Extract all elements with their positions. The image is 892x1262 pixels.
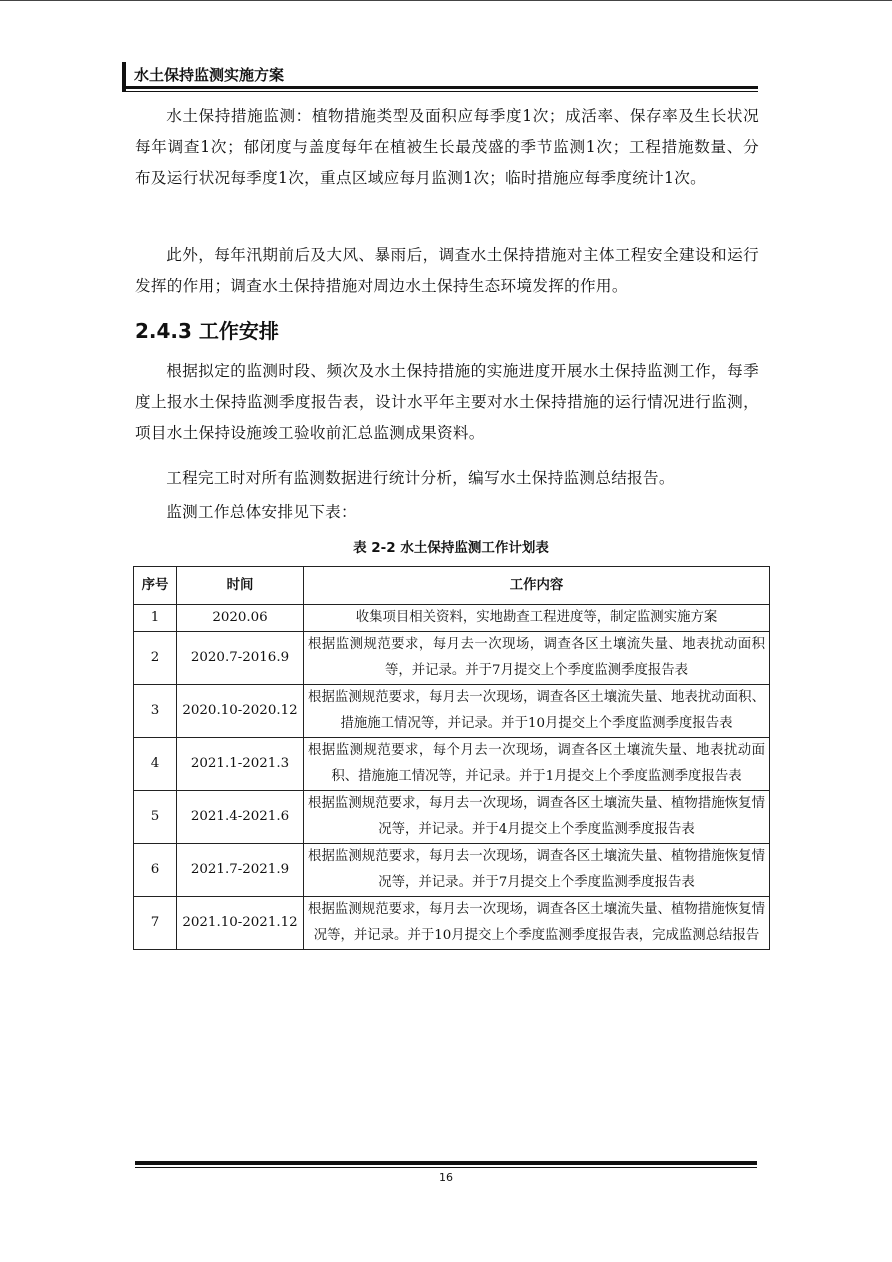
paragraph-text: 根据拟定的监测时段、频次及水土保持措施的实施进度开展水土保持监测工作，每季度上报水土保持监测季度报告表，设计水平年主要对水土保持措施的运行情况进行监测，项目水土保持设施竣工验收前汇总监测成果资料。 bbox=[135, 362, 759, 442]
paragraph-text: 监测工作总体安排见下表： bbox=[166, 503, 357, 521]
paragraph-work-arrangement bbox=[135, 356, 759, 449]
paragraph-final-report bbox=[135, 463, 759, 494]
paragraph-flood-season bbox=[135, 240, 759, 302]
cell-time: 2021.4-2021.6 bbox=[177, 791, 304, 844]
table-row bbox=[134, 738, 770, 791]
paragraph-measure-monitoring bbox=[135, 101, 759, 194]
footer-rule-thick bbox=[135, 1161, 757, 1165]
header-no: 序号 bbox=[134, 567, 177, 605]
table-row bbox=[134, 791, 770, 844]
cell-time: 2020.10-2020.12 bbox=[177, 685, 304, 738]
table-row bbox=[134, 605, 770, 632]
cell-work: 根据监测规范要求，每月去一次现场，调查各区土壤流失量、地表扰动面积等，并记录。并于7月提交上个季度监测季度报告表 bbox=[304, 632, 770, 685]
table-row bbox=[134, 632, 770, 685]
cell-time: 2021.7-2021.9 bbox=[177, 844, 304, 897]
cell-no: 3 bbox=[134, 685, 177, 738]
table-caption: 表 2-2 水土保持监测工作计划表 bbox=[353, 540, 549, 556]
table-header-row bbox=[134, 567, 770, 605]
cell-time: 2021.10-2021.12 bbox=[177, 897, 304, 950]
page-number: 16 bbox=[439, 1171, 453, 1184]
table-row bbox=[134, 897, 770, 950]
header-time: 时间 bbox=[177, 567, 304, 605]
cell-no: 1 bbox=[134, 605, 177, 632]
cell-time: 2020.7-2016.9 bbox=[177, 632, 304, 685]
header-rule-thick bbox=[122, 86, 758, 89]
cell-time: 2020.06 bbox=[177, 605, 304, 632]
cell-work: 根据监测规范要求，每月去一次现场，调查各区土壤流失量、植物措施恢复情况等，并记录。并于4月提交上个季度监测季度报告表 bbox=[304, 791, 770, 844]
header-title: 水土保持监测实施方案 bbox=[134, 66, 285, 84]
cell-time: 2021.1-2021.3 bbox=[177, 738, 304, 791]
cell-no: 2 bbox=[134, 632, 177, 685]
cell-work: 根据监测规范要求，每月去一次现场，调查各区土壤流失量、地表扰动面积、措施施工情况等，并记录。并于10月提交上个季度监测季度报告表 bbox=[304, 685, 770, 738]
header-work: 工作内容 bbox=[304, 567, 770, 605]
table-row bbox=[134, 685, 770, 738]
paragraph-text: 此外，每年汛期前后及大风、暴雨后，调查水土保持措施对主体工程安全建设和运行发挥的作用；调查水土保持措施对周边水土保持生态环境发挥的作用。 bbox=[135, 246, 759, 295]
footer-rule-thin bbox=[135, 1167, 757, 1168]
cell-no: 5 bbox=[134, 791, 177, 844]
table-row bbox=[134, 844, 770, 897]
cell-no: 4 bbox=[134, 738, 177, 791]
section-heading: 2.4.3 工作安排 bbox=[135, 319, 279, 343]
cell-no: 6 bbox=[134, 844, 177, 897]
cell-work: 根据监测规范要求，每个月去一次现场，调查各区土壤流失量、地表扰动面积、措施施工情况等，并记录。并于1月提交上个季度监测季度报告表 bbox=[304, 738, 770, 791]
cell-work: 根据监测规范要求，每月去一次现场，调查各区土壤流失量、植物措施恢复情况等，并记录。并于10月提交上个季度监测季度报告表，完成监测总结报告 bbox=[304, 897, 770, 950]
page-top-edge bbox=[0, 0, 892, 1]
cell-work: 收集项目相关资料，实地勘查工程进度等，制定监测实施方案 bbox=[304, 605, 770, 632]
paragraph-table-intro bbox=[135, 497, 759, 528]
cell-no: 7 bbox=[134, 897, 177, 950]
paragraph-text: 水土保持措施监测：植物措施类型及面积应每季度1次；成活率、保存率及生长状况每年调查1次；郁闭度与盖度每年在植被生长最茂盛的季节监测1次；工程措施数量、分布及运行状况每季度1次，重点区域应每月监测1次；临时措施应每季度统计1次。 bbox=[135, 107, 759, 187]
cell-work: 根据监测规范要求，每月去一次现场，调查各区土壤流失量、植物措施恢复情况等，并记录。并于7月提交上个季度监测季度报告表 bbox=[304, 844, 770, 897]
header-rule-thin bbox=[122, 91, 758, 92]
paragraph-text: 工程完工时对所有监测数据进行统计分析，编写水土保持监测总结报告。 bbox=[166, 469, 675, 487]
monitoring-plan-table bbox=[133, 566, 770, 950]
